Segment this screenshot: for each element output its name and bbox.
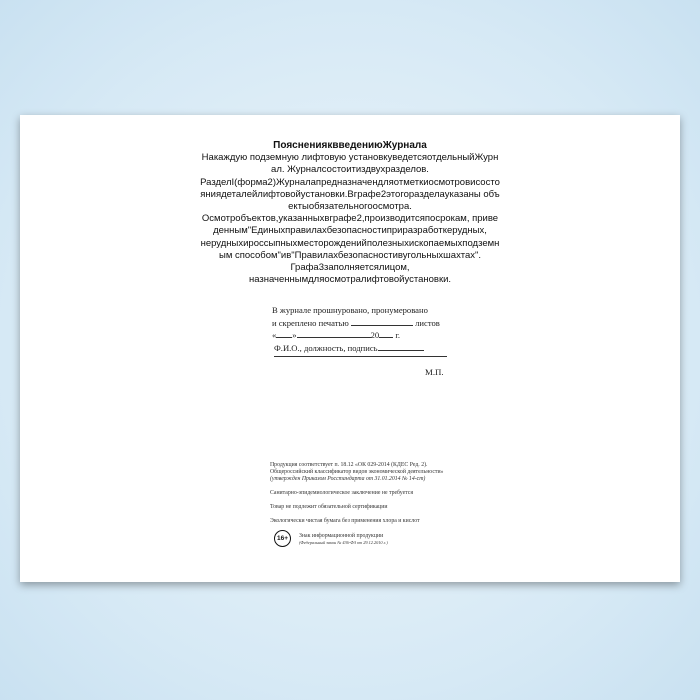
- year-blank: [379, 329, 393, 338]
- product-info-footer: [270, 462, 500, 547]
- stitch-line-1: В журнале прошнуровано, пронумеровано: [272, 305, 428, 315]
- date-close-quote: »: [292, 330, 297, 340]
- info-sign-law: (Федеральный закон № 436-ФЗ от 29.12.2010 г.): [299, 539, 388, 545]
- notes-paragraph: Графа3заполняетсялицом,: [290, 262, 410, 274]
- signature-label: Ф.И.О., должность, подпись: [274, 342, 378, 353]
- stamp-place: М.П.: [425, 367, 444, 377]
- signature-line: [274, 356, 447, 357]
- journal-notes: [200, 140, 500, 286]
- date-year-prefix: 20: [370, 330, 380, 340]
- date-open-quote: «: [272, 330, 277, 340]
- conformity-line-3: (утвержден Приказом Росстандарта от 31.01.2014 № 14-ст): [270, 476, 426, 482]
- notes-paragraph: Накаждую подземную лифтовую установкуведетсяотдельныйЖурнал. Журналсостоитиздвухразделов.: [201, 152, 499, 176]
- conformity-line-1: Продукция соответствует п. 18.12 «ОК 029-2014 (КДЕС Ред. 2).: [270, 462, 428, 468]
- notes-paragraph: назначеннымдляосмотралифтовойустановки.: [248, 274, 452, 286]
- sanitary-note: Санитарно-эпидемиологическое заключение не требуется: [270, 490, 414, 496]
- month-blank: [297, 329, 371, 338]
- stitch-line-2-prefix: и скреплено печатью: [272, 317, 349, 328]
- stitch-line-2-suffix: листов: [415, 317, 440, 328]
- eco-paper-note: Экологически чистая бумага без применения хлора и кислот: [270, 518, 420, 524]
- age-rating-row: [270, 530, 500, 547]
- notes-paragraph: нерудныхироссыпныхместорожденийполезныхископаемыхподземным способом"ив"Правилахбезопасностивугольныхшахтах".: [200, 237, 500, 261]
- age-rating-badge: 16+: [274, 530, 291, 547]
- signature-label-line: [272, 342, 452, 355]
- notes-paragraph: РазделI(форма2)Журналапредназначендляотметкиосмотровисостояниядеталейлифтовойустановки.Вграфе2этогоразделауказаны объектыобязательногоосмотра.: [200, 176, 500, 213]
- info-sign-label: Знак информационной продукции: [299, 532, 384, 539]
- signature-blank: [378, 342, 424, 351]
- certification-note: Товар не подлежит обязательной сертификации: [270, 504, 388, 510]
- conformity-line-2: Общероссийский классификатор видов экономической деятельности»: [270, 469, 444, 475]
- notes-paragraph: Осмотробъектов,указанныхвграфе2,производитсяпосрокам, приведенным"Единыхправилахбезопасностиприразработкерудных,: [201, 213, 499, 237]
- date-suffix: г.: [395, 330, 401, 340]
- notes-title: ПоясненияквведениюЖурнала: [273, 140, 427, 151]
- journal-page: [20, 115, 680, 582]
- day-blank: [276, 329, 292, 338]
- info-sign-text: [299, 533, 388, 545]
- sheet-count-blank: [351, 317, 413, 326]
- stitch-date-line: [272, 329, 452, 342]
- stitching-certificate: [272, 305, 452, 357]
- stitch-line-2: [272, 317, 452, 330]
